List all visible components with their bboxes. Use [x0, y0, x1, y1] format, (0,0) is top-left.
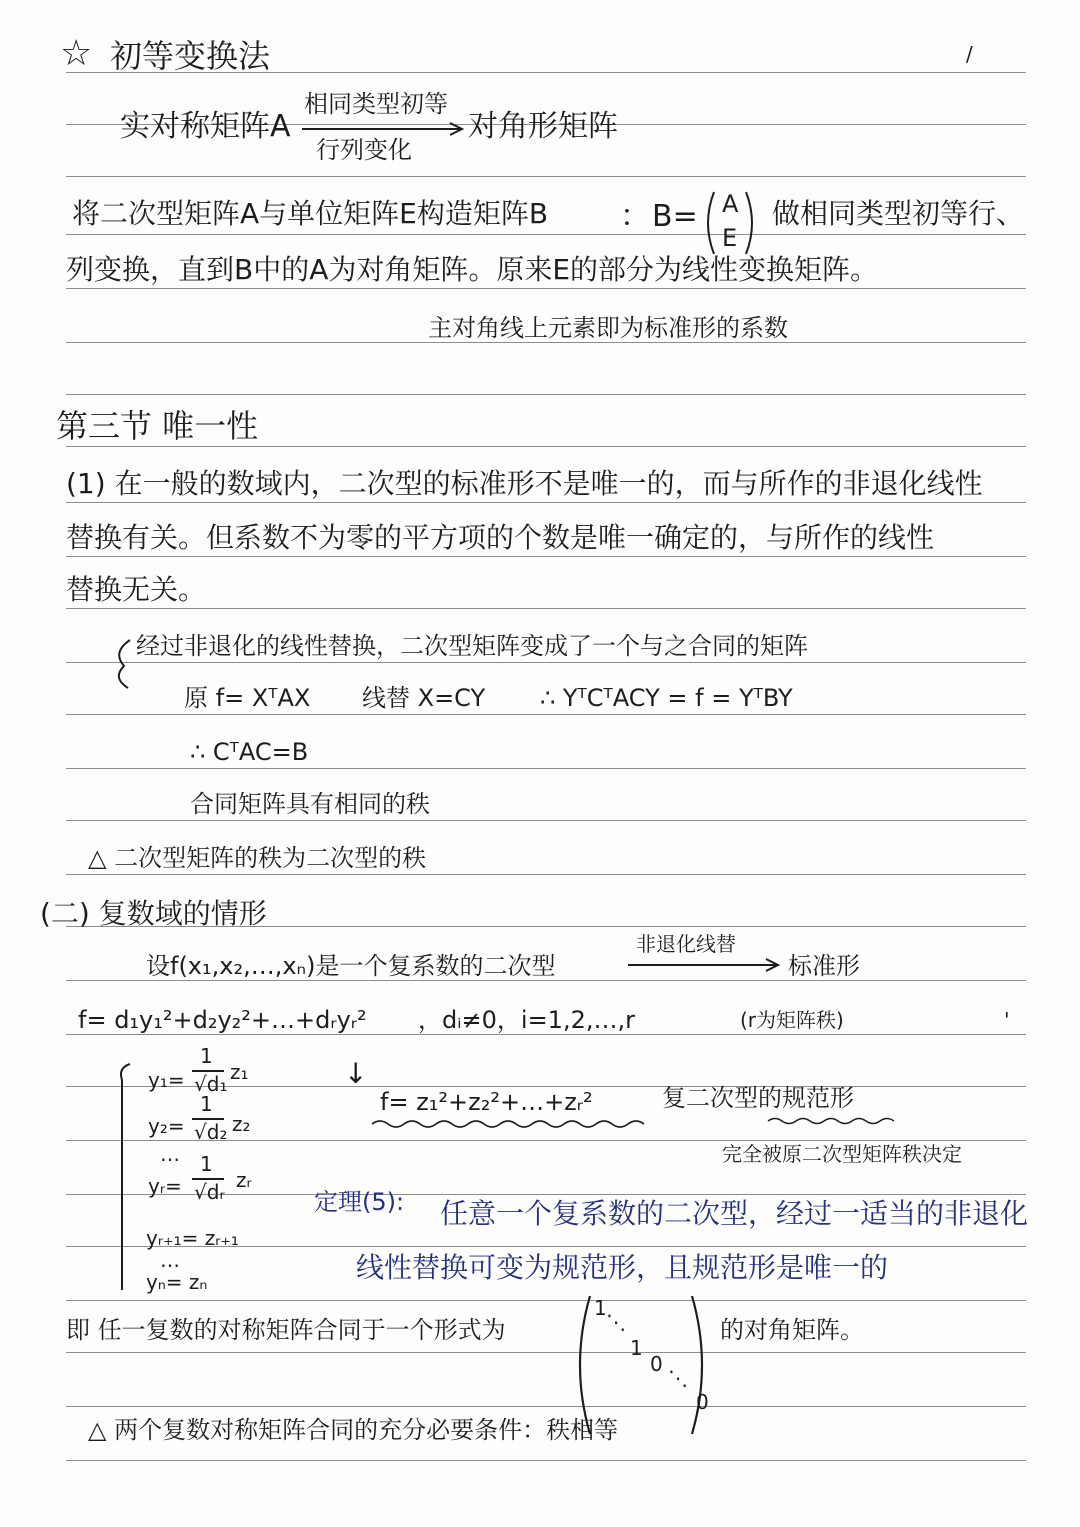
frac-den: √dᵣ — [194, 1180, 225, 1204]
zr-term: zᵣ — [236, 1168, 252, 1192]
pen-mark: / — [966, 42, 973, 66]
ruled-line — [66, 1406, 1026, 1407]
ruled-line — [66, 714, 1026, 715]
ellipsis: … — [160, 1248, 180, 1272]
para-transform: 列变换，直到B中的A为对角矩阵。原来E的部分为线性变换矩阵。 — [66, 253, 879, 286]
yn-eq: yₙ= zₙ — [146, 1270, 208, 1294]
ruled-line — [66, 502, 1026, 503]
triangle-note-rank: △ 二次型矩阵的秩为二次型的秩 — [88, 844, 427, 872]
line-real-symmetric: 实对称矩阵A — [120, 109, 291, 144]
note-ctac-b: ∴ CᵀAC=B — [190, 738, 309, 766]
arrow-label-bottom: 行列变化 — [316, 136, 412, 164]
section-heading-complex: (二) 复数域的情形 — [40, 897, 267, 930]
z1-term: z₁ — [230, 1060, 249, 1084]
f-condition: ，dᵢ≠0，i=1,2,…,r — [418, 1006, 635, 1034]
right-arrow-icon — [626, 958, 786, 972]
yr-lhs: yᵣ= — [148, 1174, 182, 1198]
wavy-underline — [370, 1118, 646, 1130]
frac-den: √d₁ — [194, 1072, 228, 1096]
triangle-note-congruence: △ 两个复数对称矩阵合同的充分必要条件：秩相等 — [88, 1416, 619, 1444]
section-heading-uniqueness: 第三节 唯一性 — [56, 407, 259, 445]
frac-num: 1 — [200, 1092, 213, 1116]
note-f-original: 原 f= XᵀAX — [184, 684, 311, 712]
rank-note: (r为矩阵秩) — [740, 1008, 844, 1032]
theorem-line-1: 任意一个复系数的二次型，经过一适当的非退化 — [440, 1197, 1029, 1230]
curved-brace-mark — [108, 636, 138, 692]
block-a: A — [722, 190, 739, 218]
ruled-line — [66, 1460, 1026, 1461]
frac-num: 1 — [200, 1044, 213, 1068]
para-construct-b: 做相同类型初等行、 — [772, 197, 1025, 230]
f-equation: f= d₁y₁²+d₂y₂²+…+dᵣyᵣ² — [78, 1006, 367, 1034]
ruled-line — [66, 288, 1026, 289]
matrix-b-label: B= — [652, 199, 698, 234]
complex-setup: 设f(x₁,x₂,…,xₙ)是一个复系数的二次型 — [146, 952, 556, 980]
section-title: 初等变换法 — [110, 37, 271, 75]
ruled-line — [66, 234, 1026, 235]
y1-lhs: y₁= — [148, 1068, 185, 1092]
para-coefficients: 主对角线上元素即为标准形的系数 — [428, 314, 788, 342]
ruled-line — [66, 1034, 1026, 1035]
ruled-line — [66, 1300, 1026, 1301]
ruled-line — [66, 176, 1026, 177]
note-linear-sub: 线替 X=CY — [362, 684, 486, 712]
matrix-statement: 即 任一复数的对称矩阵合同于一个形式为 — [66, 1316, 506, 1344]
para-uniqueness-1: (1) 在一般的数域内，二次型的标准形不是唯一的，而与所作的非退化线性 — [66, 467, 983, 500]
note-same-rank: 合同矩阵具有相同的秩 — [190, 790, 430, 818]
pen-mark: ' — [1004, 1008, 1010, 1032]
para-construct-a: 将二次型矩阵A与单位矩阵E构造矩阵B — [72, 197, 549, 230]
para-colon: ： — [620, 199, 650, 234]
y2-lhs: y₂= — [148, 1114, 185, 1138]
frac-den: √d₂ — [194, 1120, 228, 1144]
ruled-line — [66, 768, 1026, 769]
normal-form-equation: f= z₁²+z₂²+…+zᵣ² — [380, 1088, 593, 1116]
arrow-label-nondegenerate: 非退化线替 — [636, 932, 736, 956]
theorem-label: 定理(5): — [314, 1188, 405, 1216]
theorem-line-2: 线性替换可变为规范形，且规范形是唯一的 — [356, 1251, 889, 1284]
matrix-entry-one: 1 — [594, 1296, 607, 1320]
matrix-entry-zero: 0 — [650, 1352, 663, 1376]
ruled-line — [66, 342, 1026, 343]
matrix-entry-one: 1 — [630, 1336, 643, 1360]
z2-term: z₂ — [232, 1112, 251, 1136]
ruled-line — [66, 446, 1026, 447]
block-e: E — [722, 224, 738, 252]
normal-form-note: 完全被原二次型矩阵秩决定 — [722, 1142, 962, 1166]
yr1-eq: yᵣ₊₁= zᵣ₊₁ — [146, 1226, 239, 1250]
line-diagonal-matrix: 对角形矩阵 — [468, 109, 618, 144]
right-arrow-icon — [300, 122, 470, 136]
para-uniqueness-2: 替换有关。但系数不为零的平方项的个数是唯一确定的，与所作的线性 — [66, 521, 935, 554]
matrix-dots: ⋱ — [668, 1366, 688, 1390]
para-uniqueness-3: 替换无关。 — [66, 573, 207, 606]
standard-form-label: 标准形 — [788, 952, 860, 980]
matrix-statement-suffix: 的对角矩阵。 — [720, 1316, 864, 1344]
ruled-line — [66, 608, 1026, 609]
ruled-line — [66, 662, 1026, 663]
note-congruent: 经过非退化的线性替换，二次型矩阵变成了一个与之合同的矩阵 — [136, 632, 808, 660]
matrix-entry-zero: 0 — [696, 1390, 709, 1414]
frac-num: 1 — [200, 1152, 213, 1176]
ruled-line — [66, 556, 1026, 557]
normal-form-label: 复二次型的规范形 — [662, 1084, 854, 1112]
ruled-line — [66, 394, 1026, 395]
ruled-line — [66, 1352, 1026, 1353]
ruled-line — [66, 980, 1026, 981]
ruled-line — [66, 874, 1026, 875]
arrow-label-top: 相同类型初等 — [304, 90, 448, 118]
ruled-line — [66, 820, 1026, 821]
matrix-dots: ⋱ — [606, 1310, 626, 1334]
ellipsis: … — [160, 1142, 180, 1166]
system-brace — [110, 1060, 134, 1300]
star-icon: ☆ — [60, 33, 93, 74]
wavy-underline — [766, 1116, 906, 1126]
note-yt-b-y: ∴ YᵀCᵀACY = f = YᵀBY — [540, 684, 793, 712]
down-arrow-icon: ↓ — [344, 1057, 368, 1090]
